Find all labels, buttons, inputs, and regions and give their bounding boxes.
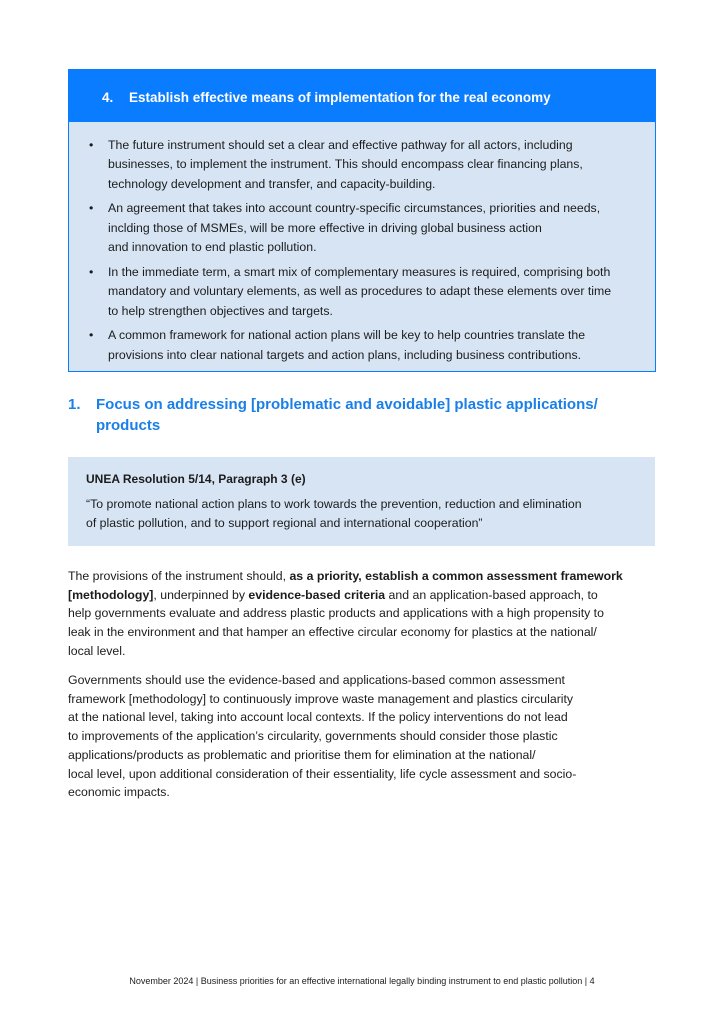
- box-title: Establish effective means of implementation for the real economy: [129, 90, 551, 105]
- quote-title: UNEA Resolution 5/14, Paragraph 3 (e): [86, 472, 306, 486]
- line: Governments should use the evidence-based and applications-based common assessment: [68, 673, 565, 687]
- line: local level.: [68, 643, 126, 658]
- line: provisions into clear national targets and action plans, including business contributions.: [108, 347, 582, 362]
- bullet-icon: •: [89, 328, 94, 343]
- line: The future instrument should set a clear and effective pathway for all actors, including: [108, 138, 573, 152]
- text: The provisions of the instrument should,: [68, 569, 290, 583]
- key-ask-box: [68, 69, 656, 372]
- resolution-quote-box: [68, 457, 655, 546]
- line: help governments evaluate and address plastic products and applications with a high propensity to: [68, 606, 604, 621]
- box-number: 4.: [102, 90, 114, 105]
- paragraph-1: [68, 567, 623, 661]
- quote-line: of plastic pollution, and to support regional and international cooperation”: [86, 515, 483, 530]
- bullet-icon: •: [89, 201, 94, 216]
- line: mandatory and voluntary elements, as well as procedures to adapt these elements over time: [108, 284, 612, 299]
- line: inclding those of MSMEs, will be more effective in driving global business action: [108, 220, 542, 235]
- text: and an application-based approach, to: [385, 587, 598, 602]
- line: A common framework for national action plans will be key to help countries translate the: [108, 328, 586, 343]
- list-item: [69, 326, 655, 365]
- line: businesses, to implement the instrument. This should encompass clear financing plans,: [108, 157, 583, 172]
- page-footer: November 2024 | Business priorities for an effective international legally binding instrument to end plastic pollution | 4: [129, 976, 595, 986]
- line: to improvements of the application’s circularity, governments should consider those plastic: [68, 729, 558, 744]
- section-title-line: Focus on addressing [problematic and avoidable] plastic applications/: [96, 396, 598, 413]
- bullet-icon: •: [89, 264, 94, 279]
- line: framework [methodology] to continuously improve waste management and plastics circularity: [68, 691, 574, 706]
- line: at the national level, taking into account local contexts. If the policy interventions do not lead: [68, 710, 568, 725]
- list-item: [69, 199, 655, 257]
- line: In the immediate term, a smart mix of complementary measures is required, comprising both: [108, 264, 611, 279]
- quote-line: “To promote national action plans to work towards the prevention, reduction and elimination: [86, 497, 582, 511]
- bullet-icon: •: [89, 138, 94, 152]
- bullet-list: [69, 136, 655, 371]
- line: to help strengthen objectives and targets.: [108, 303, 333, 318]
- line: An agreement that takes into account country-specific circumstances, priorities and needs,: [108, 201, 601, 216]
- text: , underpinned by: [153, 587, 249, 602]
- line: local level, upon additional consideration of their essentiality, life cycle assessment and socio-: [68, 766, 577, 781]
- section-heading: [68, 394, 598, 436]
- paragraph-2: [68, 671, 576, 802]
- bold-text: [methodology]: [68, 587, 154, 602]
- line: applications/products as problematic and prioritise them for elimination at the national/: [68, 747, 536, 762]
- line: and innovation to end plastic pollution.: [108, 240, 317, 255]
- line: economic impacts.: [68, 785, 170, 800]
- bold-text: evidence-based criteria: [248, 587, 386, 602]
- list-item: [69, 263, 655, 321]
- line: technology development and transfer, and capacity-building.: [108, 176, 436, 191]
- bold-text: as a priority, establish a common assessment framework: [289, 569, 623, 583]
- section-title-line: products: [96, 417, 161, 434]
- line: leak in the environment and that hamper an effective circular economy for plastics at the national/: [68, 625, 597, 640]
- section-number: 1.: [68, 396, 81, 413]
- list-item: [69, 136, 655, 194]
- box-heading: [69, 70, 655, 122]
